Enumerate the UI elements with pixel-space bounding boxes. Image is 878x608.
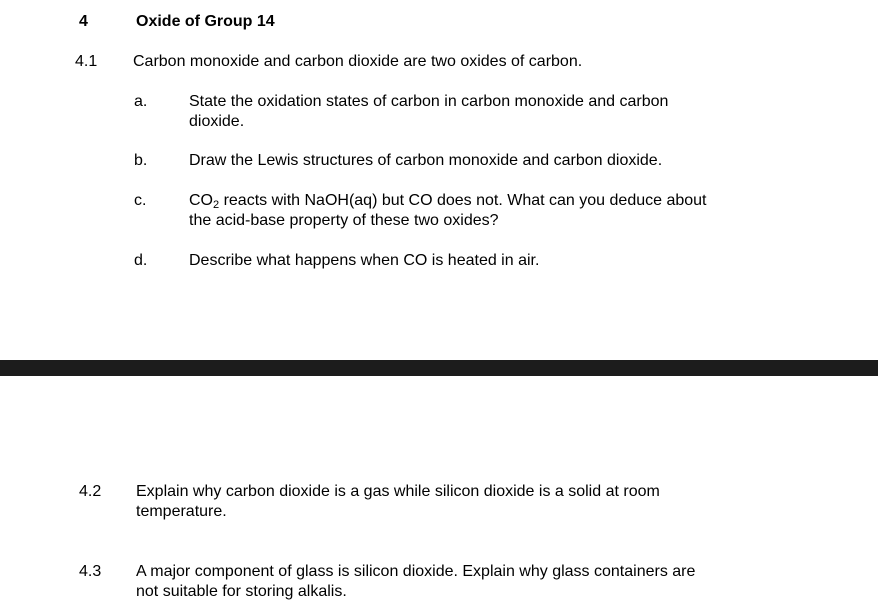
part-label-a: a. xyxy=(134,93,148,110)
part-text-c-line2: the acid-base property of these two oxides? xyxy=(189,212,499,229)
question-text-4-2-line1: Explain why carbon dioxide is a gas while silicon dioxide is a solid at room xyxy=(136,483,660,500)
question-number-4-1: 4.1 xyxy=(75,53,98,70)
part-label-d: d. xyxy=(134,252,148,269)
part-text-d: Describe what happens when CO is heated in air. xyxy=(189,252,540,269)
part-text-a xyxy=(189,92,809,132)
co2-formula-subscript: 2 xyxy=(213,199,220,211)
section-title: Oxide of Group 14 xyxy=(136,13,275,30)
question-number-4-3: 4.3 xyxy=(79,563,102,580)
question-text-4-3-line2: not suitable for storing alkalis. xyxy=(136,583,347,600)
co2-formula-base: CO xyxy=(189,192,213,209)
section-number: 4 xyxy=(79,13,88,30)
co2-formula xyxy=(189,192,219,209)
part-label-c: c. xyxy=(134,192,147,209)
part-text-b: Draw the Lewis structures of carbon monoxide and carbon dioxide. xyxy=(189,152,663,169)
question-text-4-3-line1: A major component of glass is silicon dioxide. Explain why glass containers are xyxy=(136,563,696,580)
question-number-4-2: 4.2 xyxy=(79,483,102,500)
part-text-c-line1 xyxy=(189,191,829,211)
question-text-4-2-line2: temperature. xyxy=(136,503,227,520)
part-text-c xyxy=(189,191,829,231)
part-text-a-line2: dioxide. xyxy=(189,113,245,130)
question-stem-4-1: Carbon monoxide and carbon dioxide are two oxides of carbon. xyxy=(133,53,583,70)
question-text-4-2 xyxy=(136,482,776,522)
question-text-4-3 xyxy=(136,562,796,602)
page-divider-band xyxy=(0,360,878,376)
part-text-c-line1-rest: reacts with NaOH(aq) but CO does not. What can you deduce about xyxy=(219,192,707,209)
part-label-b: b. xyxy=(134,152,148,169)
part-text-a-line1: State the oxidation states of carbon in carbon monoxide and carbon xyxy=(189,93,669,110)
